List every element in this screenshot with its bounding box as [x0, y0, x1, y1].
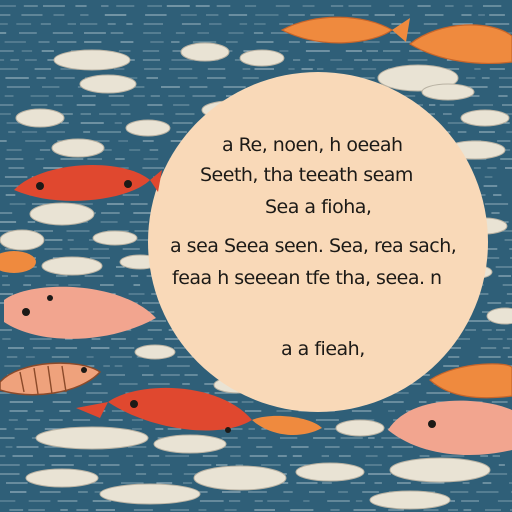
fish	[26, 469, 98, 487]
fish	[36, 427, 148, 449]
fish	[422, 84, 474, 100]
moon-disc	[148, 72, 488, 412]
fish	[370, 491, 450, 509]
fish	[0, 230, 44, 250]
poem-line-2: Seeth, tha teeath seam	[200, 164, 413, 186]
poem-line-1: a Re, noen, h oeeah	[222, 134, 403, 156]
fish	[30, 203, 94, 225]
fish	[181, 43, 229, 61]
fish	[336, 420, 384, 436]
fish	[194, 466, 286, 490]
fish	[135, 345, 175, 359]
fish	[240, 50, 284, 66]
fish	[390, 458, 490, 482]
fish	[93, 231, 137, 245]
fish	[296, 463, 364, 481]
poem-line-6: a a fieah,	[281, 338, 365, 360]
fish	[154, 435, 226, 453]
fish	[80, 75, 136, 93]
fish	[54, 50, 130, 70]
fish	[126, 120, 170, 136]
fish	[52, 139, 104, 157]
fish	[42, 257, 102, 275]
fish	[461, 110, 509, 126]
fish	[100, 484, 200, 504]
poem-line-4: a sea Seea seen. Sea, rea sach,	[170, 235, 457, 257]
fish	[16, 109, 64, 127]
poem-line-3: Sea a fioha,	[265, 196, 372, 218]
poem-line-5: feaa h seeean tfe tha, seea. n	[172, 267, 442, 289]
